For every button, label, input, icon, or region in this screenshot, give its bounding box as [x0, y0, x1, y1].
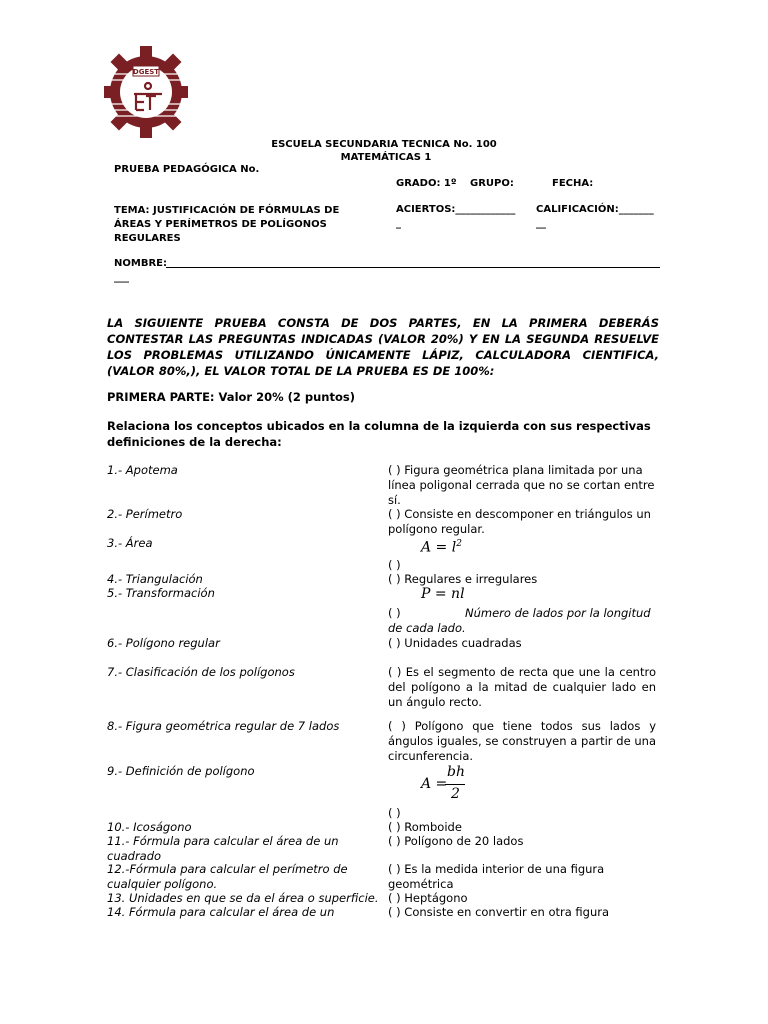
left-item-3: 3.- Área [107, 536, 153, 550]
right-item-9: ( ) [388, 806, 401, 820]
grade-label: GRADO: 1º [396, 178, 457, 189]
left-item-12: 12.-Fórmula para calcular el perímetro de cualquier polígono. [107, 862, 348, 891]
calificacion-field[interactable]: CALIFICACIÓN:_______ [536, 204, 654, 215]
right-item-2: ( ) Consiste en descomponer en triángulos un polígono regular. [388, 507, 651, 536]
right-item-12: ( ) Es la medida interior de una figura geométrica [388, 862, 605, 891]
left-item-4: 4.- Triangulación [107, 572, 203, 586]
date-label: FECHA: [552, 178, 594, 189]
left-item-11: 11.- Fórmula para calcular el área de un cuadrado [107, 834, 339, 863]
left-item-7: 7.- Clasificación de los polígonos [107, 665, 295, 679]
name-label: NOMBRE: [114, 258, 167, 269]
right-item-5: ( ) [388, 606, 401, 620]
left-item-13: 13. Unidades en que se da el área o superficie. [107, 891, 379, 905]
left-item-1: 1.- Apotema [107, 463, 178, 477]
instructions: Relaciona los conceptos ubicados en la columna de la izquierda con sus respectivas definiciones de la derecha: [107, 419, 651, 449]
right-item-3: ( ) [388, 558, 401, 572]
topic-label: TEMA: JUSTIFICACIÓN DE FÓRMULAS DE ÁREAS Y PERÍMETROS DE POLÍGONOS REGULARES [114, 205, 340, 244]
name-field[interactable] [166, 267, 660, 268]
part-one-title: PRIMERA PARTE: Valor 20% (2 puntos) [107, 390, 355, 404]
left-item-5: 5.- Transformación [107, 586, 215, 600]
right-item-8: ( ) Polígono que tiene todos sus lados y ángulos iguales, se construyen a partir de una circunferencia. [388, 719, 656, 763]
right-item-4: ( ) Regulares e irregulares [388, 572, 538, 586]
right-item-13: ( ) Heptágono [388, 891, 468, 905]
right-item-10: ( ) Romboide [388, 820, 462, 834]
right-item-5-text: Número de lados por la longitud de cada lado. [388, 606, 651, 635]
formula-area-square: $A = l^2$ [421, 539, 462, 556]
group-label: GRUPO: [470, 178, 514, 189]
right-item-6: ( ) Unidades cuadradas [388, 636, 522, 650]
name-field-cont: ___ [114, 272, 129, 283]
test-number-label: PRUEBA PEDAGÓGICA No. [114, 164, 260, 175]
subject-title: MATEMÁTICAS 1 [340, 152, 432, 163]
formula-triangle-area: A = bh 2 [421, 764, 465, 802]
right-item-11: ( ) Polígono de 20 lados [388, 834, 524, 848]
aciertos-field[interactable]: ACIERTOS:____________ [396, 204, 516, 215]
intro-paragraph: LA SIGUIENTE PRUEBA CONSTA DE DOS PARTES, EN LA PRIMERA DEBERÁS CONTESTAR LAS PREGUNTAS INDICADAS (VALOR 20%) Y EN LA SEGUNDA RESUELVE LOS PROBLEMAS UTILIZANDO ÚNICAMENTE LÁPIZ, CALCULADORA CIENTIFICA, (VALOR 80%,), EL VALOR TOTAL DE LA PRUEBA ES DE 100%: [107, 316, 659, 378]
right-item-14: ( ) Consiste en convertir en otra figura [388, 905, 610, 919]
right-item-1: ( ) Figura geométrica plana limitada por una línea poligonal cerrada que no se cortan entre sí. [388, 463, 655, 507]
school-logo [104, 44, 188, 140]
svg-text:DGEST: DGEST [132, 68, 160, 76]
school-name: ESCUELA SECUNDARIA TECNICA No. 100 [271, 139, 497, 150]
right-item-7: ( ) Es el segmento de recta que une la centro del polígono a la mitad de cualquier lado en un ángulo recto. [388, 665, 656, 709]
left-item-8: 8.- Figura geométrica regular de 7 lados [107, 719, 340, 733]
calificacion-field-cont: __ [536, 218, 546, 229]
left-item-14: 14. Fórmula para calcular el área de un [107, 905, 335, 919]
left-item-6: 6.- Polígono regular [107, 636, 220, 650]
aciertos-field-cont: _ [396, 218, 401, 229]
left-item-10: 10.- Icoságono [107, 820, 192, 834]
formula-perimeter: P = nl [421, 586, 465, 602]
left-item-2: 2.- Perímetro [107, 507, 183, 521]
left-item-9: 9.- Definición de polígono [107, 764, 255, 778]
